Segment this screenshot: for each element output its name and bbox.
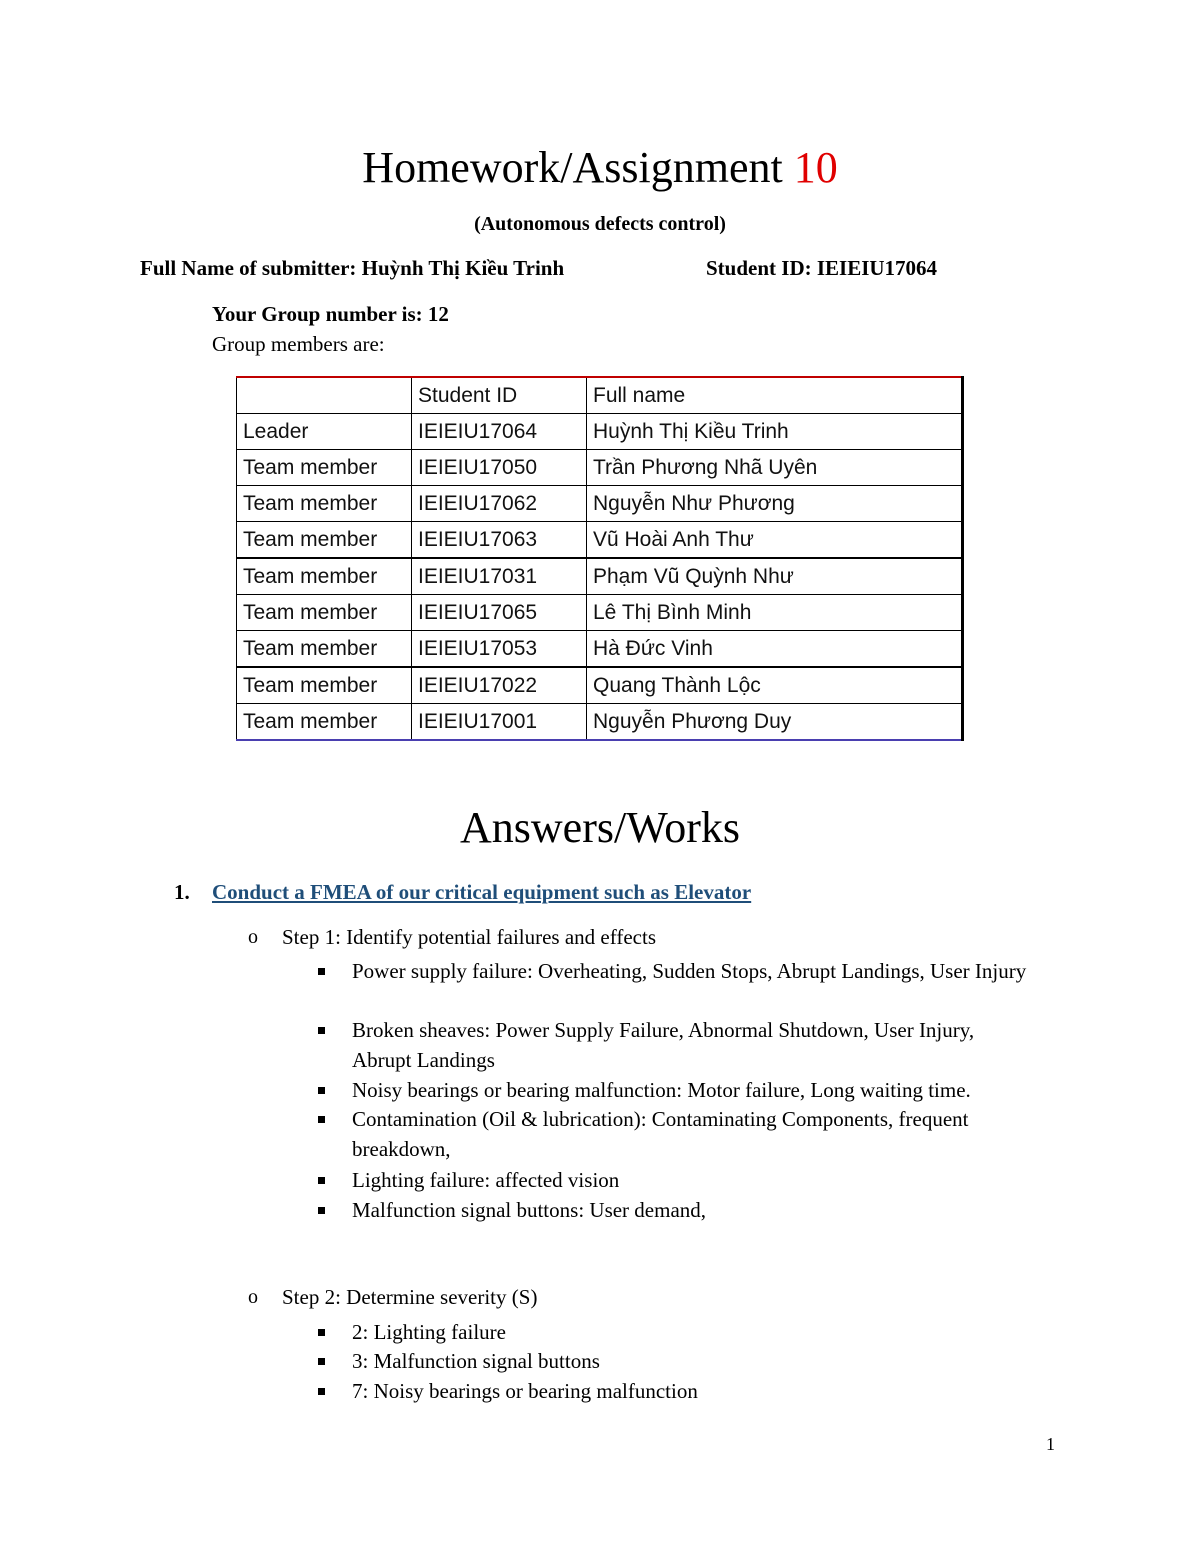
title-number: 10 [793,143,838,192]
table-cell-role: Team member [237,704,412,741]
table-row [237,631,963,668]
table-header-row [237,377,963,414]
table-cell-name: Nguyễn Phương Duy [587,704,963,741]
list-item: 3: Malfunction signal buttons [352,1349,600,1373]
table-cell-role: Leader [237,414,412,450]
list-item: 7: Noisy bearings or bearing malfunction [352,1379,698,1403]
table-row [237,522,963,559]
table-cell-id: IEIEIU17064 [412,414,587,450]
square-bullet-icon [318,1329,325,1336]
table-cell-id: IEIEIU17053 [412,631,587,668]
table-cell-role: Team member [237,522,412,559]
square-bullet-icon [318,1207,325,1214]
table-cell-role: Team member [237,486,412,522]
page-number: 1 [1046,1434,1055,1454]
table-row [237,414,963,450]
table-cell-id: IEIEIU17063 [412,522,587,559]
table-cell-name: Trần Phương Nhã Uyên [587,450,963,486]
square-bullet-icon [318,968,325,975]
title-text: Homework/Assignment [362,143,783,192]
submitter-name: Full Name of submitter: Huỳnh Thị Kiều Trinh [140,256,565,280]
table-cell-id: IEIEIU17001 [412,704,587,741]
item-number: 1. [174,880,190,904]
table-cell-name: Huỳnh Thị Kiều Trinh [587,414,963,450]
list-item: Noisy bearings or bearing malfunction: Motor failure, Long waiting time. [352,1078,971,1102]
table-header-cell: Student ID [412,377,587,414]
item-title-link[interactable]: Conduct a FMEA of our critical equipment such as Elevator [212,880,752,904]
table-cell-name: Phạm Vũ Quỳnh Như [587,558,963,595]
subtitle: (Autonomous defects control) [474,213,726,235]
table-row [237,704,963,741]
square-bullet-icon [318,1116,325,1123]
group-members-label: Group members are: [212,332,385,356]
table-cell-name: Quang Thành Lộc [587,667,963,704]
page-title [0,140,1200,196]
list-item: Contamination (Oil & lubrication): Contaminating Components, frequent breakdown, [352,1107,969,1161]
answers-heading: Answers/Works [460,803,740,852]
submitter-student-id: Student ID: IEIEIU17064 [706,256,938,280]
circle-bullet-icon: o [248,926,258,948]
step-2-label: Step 2: Determine severity (S) [282,1285,538,1309]
table-row [237,450,963,486]
table-row [237,558,963,595]
table-cell-role: Team member [237,558,412,595]
list-item: Broken sheaves: Power Supply Failure, Abnormal Shutdown, User Injury, Abrupt Landings [352,1018,975,1072]
table-cell-id: IEIEIU17050 [412,450,587,486]
table-cell-role: Team member [237,595,412,631]
step-1-label: Step 1: Identify potential failures and effects [282,925,656,949]
list-item: 2: Lighting failure [352,1320,506,1344]
table-header-cell [237,377,412,414]
list-item: Lighting failure: affected vision [352,1168,620,1192]
square-bullet-icon [318,1358,325,1365]
circle-bullet-icon: o [248,1286,258,1308]
square-bullet-icon [318,1027,325,1034]
table-cell-id: IEIEIU17062 [412,486,587,522]
table-row [237,667,963,704]
table-cell-name: Hà Đức Vinh [587,631,963,668]
list-item: Malfunction signal buttons: User demand, [352,1198,707,1222]
square-bullet-icon [318,1177,325,1184]
table-cell-name: Vũ Hoài Anh Thư [587,522,963,559]
table-cell-name: Lê Thị Bình Minh [587,595,963,631]
table-header-cell: Full name [587,377,963,414]
table-row [237,595,963,631]
table-cell-role: Team member [237,667,412,704]
table-cell-id: IEIEIU17031 [412,558,587,595]
table-cell-role: Team member [237,450,412,486]
square-bullet-icon [318,1087,325,1094]
members-table [236,376,964,741]
table-cell-role: Team member [237,631,412,668]
group-number: Your Group number is: 12 [212,302,449,326]
table-cell-name: Nguyễn Như Phương [587,486,963,522]
square-bullet-icon [318,1388,325,1395]
list-item: Power supply failure: Overheating, Sudden Stops, Abrupt Landings, User Injury [352,959,1027,983]
table-cell-id: IEIEIU17022 [412,667,587,704]
table-row [237,486,963,522]
table-cell-id: IEIEIU17065 [412,595,587,631]
